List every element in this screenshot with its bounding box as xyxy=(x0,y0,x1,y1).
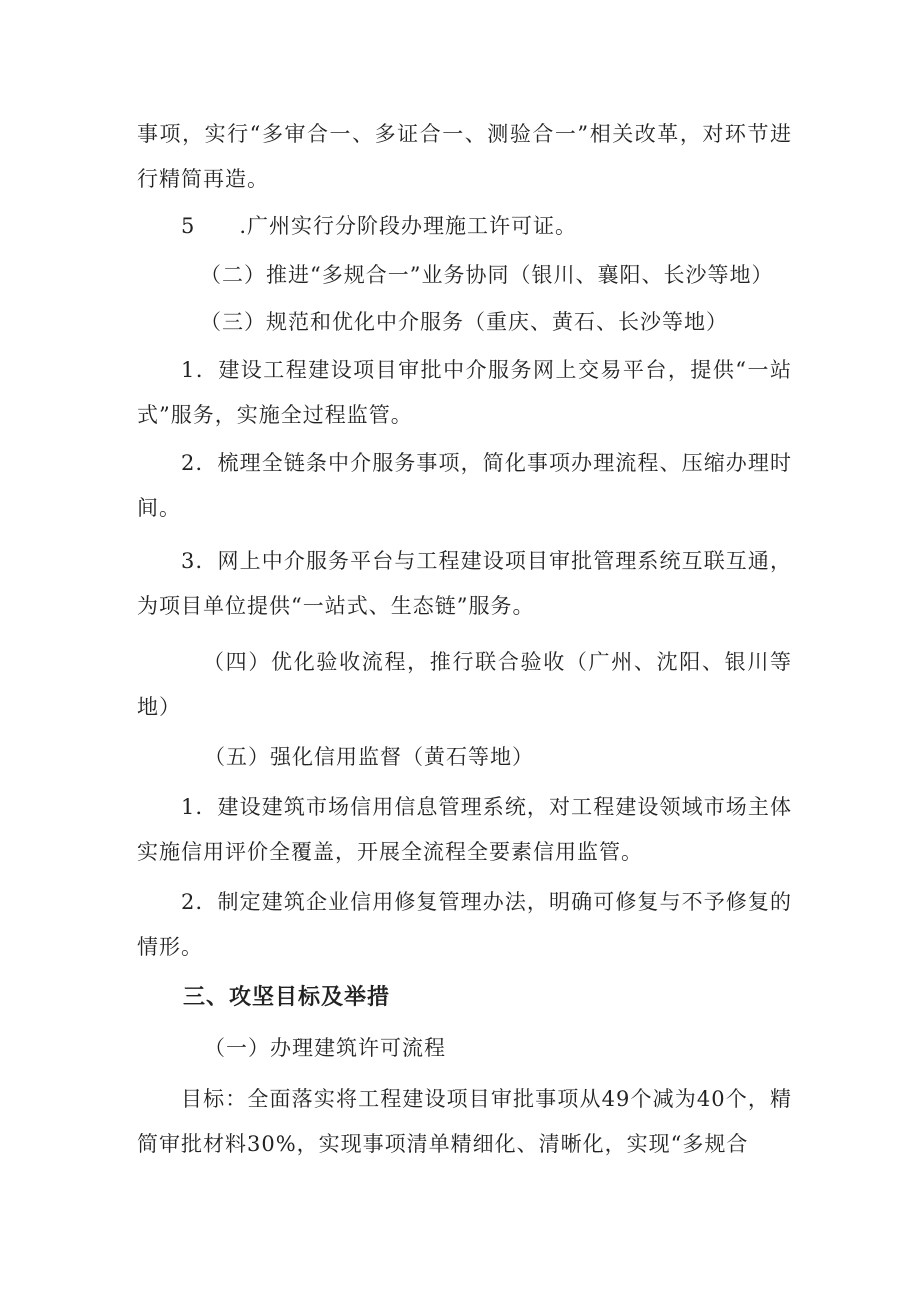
paragraph-credit-1: 1．建设建筑市场信用信息管理系统，对工程建设领域市场主体实施信用评价全覆盖，开展全流程全要素信用监管。 xyxy=(137,795,792,864)
paragraph-credit-2: 2．制定建筑企业信用修复管理办法，明确可修复与不予修复的情形。 xyxy=(137,890,792,959)
paragraph-continuation: 事项，实行“多审合一、多证合一、测验合一”相关改革，对环节进行精简再造。 xyxy=(137,122,792,191)
paragraph-item-5: 5 .广州实行分阶段办理施工许可证。 xyxy=(181,214,578,238)
section-heading: 三、攻坚目标及举措 xyxy=(183,985,391,1010)
subsection-heading-5: （五）强化信用监督（黄石等地） xyxy=(204,745,534,769)
sub-heading-1: （一）办理建筑许可流程 xyxy=(204,1036,446,1060)
subsection-heading-3: （三）规范和优化中介服务（重庆、黄石、长沙等地） xyxy=(200,310,728,334)
paragraph-item-3: 3．网上中介服务平台与工程建设项目审批管理系统互联互通，为项目单位提供“一站式、生态链”服务。 xyxy=(137,549,792,618)
goal-paragraph: 目标：全面落实将工程建设项目审批事项从49个减为40个，精简审批材料30%，实现事项清单精细化、清晰化，实现“多规合 xyxy=(137,1087,792,1156)
paragraph-item-1: 1．建设工程建设项目审批中介服务网上交易平台，提供“一站式”服务，实施全过程监管。 xyxy=(137,358,792,427)
paragraph-item-2: 2．梳理全链条中介服务事项，简化事项办理流程、压缩办理时间。 xyxy=(137,451,792,520)
subsection-heading-4: （四）优化验收流程，推行联合验收（广州、沈阳、银川等地） xyxy=(137,650,792,719)
subsection-heading-2: （二）推进“多规合一”业务协同（银川、襄阳、长沙等地） xyxy=(200,263,774,287)
